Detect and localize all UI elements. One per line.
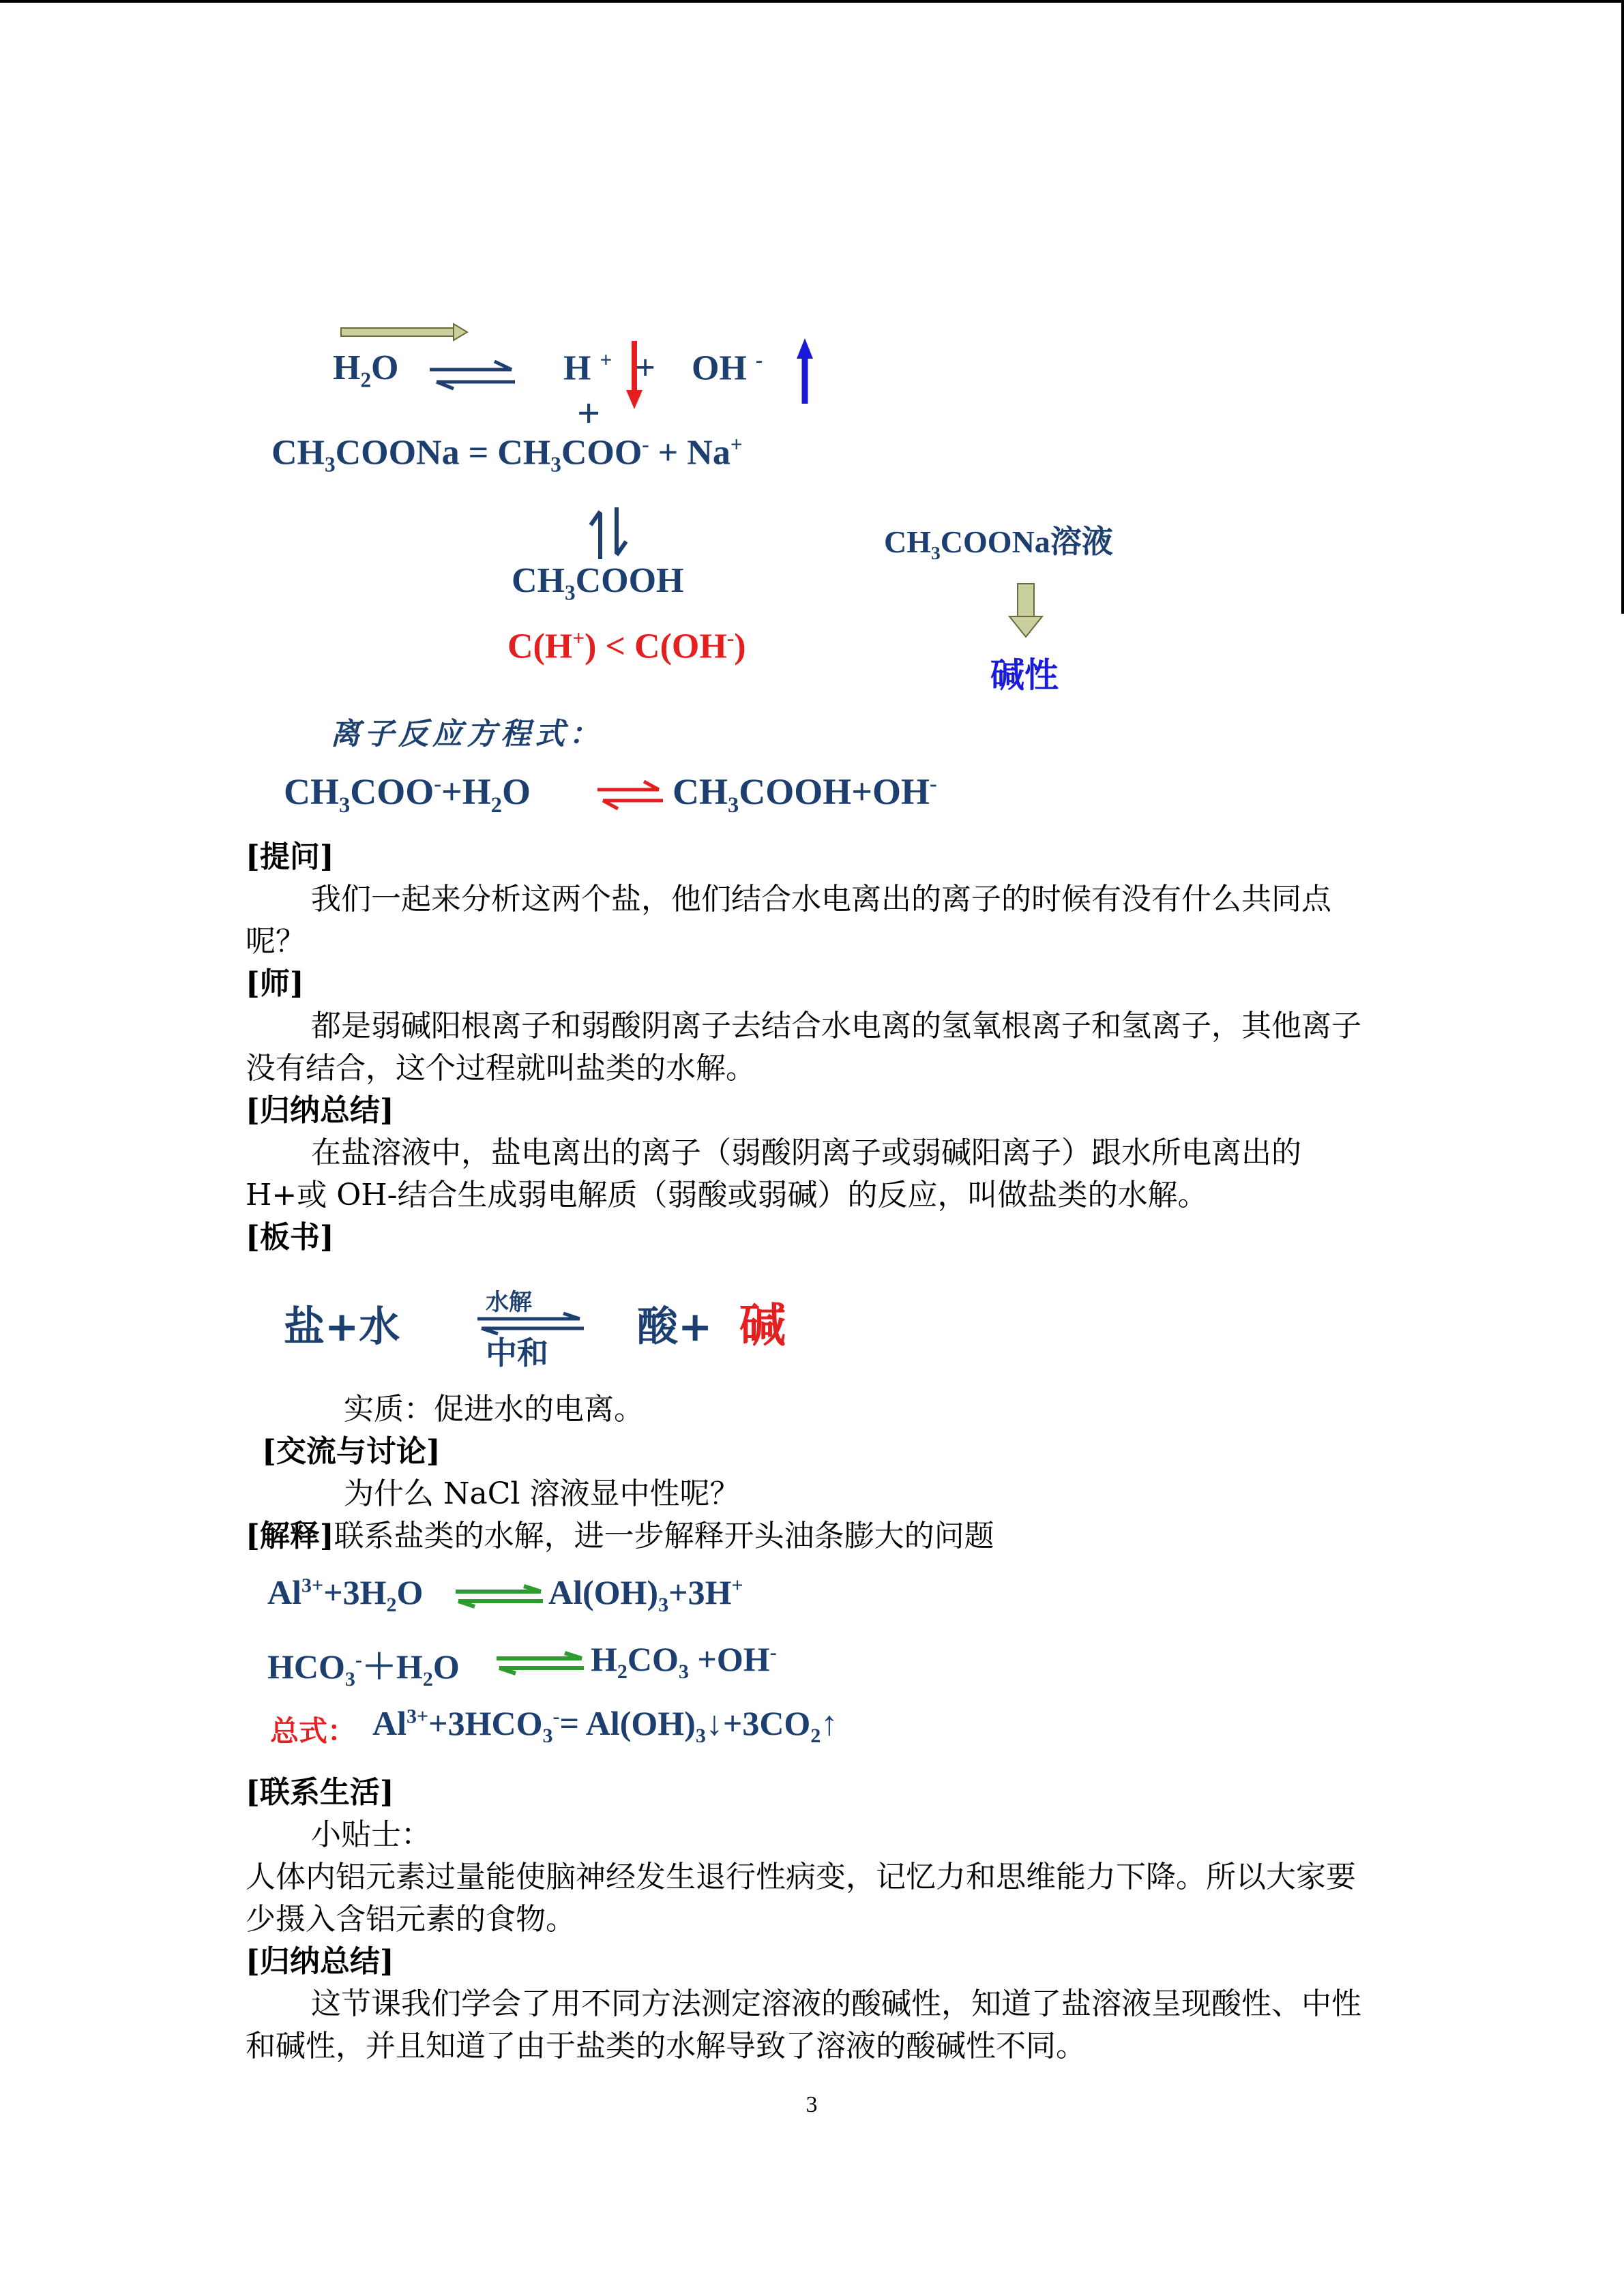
al-equilibrium-arrow-icon bbox=[456, 1586, 544, 1607]
water-formula: $H_2O$ bbox=[333, 348, 399, 392]
concentration-comparison: C(H+) < C(OH-) bbox=[507, 626, 746, 666]
question-heading: [提问] bbox=[246, 839, 334, 874]
salt-water: 盐+水 bbox=[284, 1303, 400, 1351]
equilibrium-arrow-icon bbox=[430, 361, 518, 389]
discussion-heading: [交流与讨论] bbox=[262, 1434, 441, 1469]
tip-label: 小贴士： bbox=[311, 1817, 431, 1852]
result-down-arrow-icon bbox=[1009, 584, 1044, 638]
summary-heading-1: [归纳总结] bbox=[246, 1093, 394, 1128]
bicarbonate-hydrolysis-rhs: $H_2CO_3 +OH^-$ bbox=[591, 1640, 777, 1683]
life-heading: [联系生活] bbox=[246, 1775, 394, 1810]
explanation-heading: [解释] bbox=[246, 1519, 334, 1553]
total-equation: $Al^{3+}+3HCO_3^-=$ $Al(OH)_3↓+3CO_2↑$ bbox=[372, 1704, 838, 1747]
total-equation-label: 总式： bbox=[270, 1714, 357, 1748]
base-label: 碱 bbox=[739, 1299, 786, 1353]
summary-text-2: 这节课我们学会了用不同方法测定溶液的酸碱性，知道了盐溶液呈现酸性、中性和碱性，并且知道了由于盐类的水解导致了溶液的酸碱性不同。 bbox=[246, 1986, 1361, 2063]
reaction-direction-arrow bbox=[341, 324, 477, 340]
right-border bbox=[1621, 0, 1624, 614]
question-text: 我们一起来分析这两个盐，他们结合水电离出的离子的时候有没有什么共同点呢？ bbox=[246, 882, 1331, 959]
plus-sign: + bbox=[577, 391, 601, 436]
hydrogen-ion: H + + bbox=[563, 348, 655, 388]
explanation-text: 联系盐类的水解，进一步解释开头油条膨大的问题 bbox=[334, 1519, 994, 1553]
page-number: 3 bbox=[806, 2092, 818, 2117]
explanation-line bbox=[246, 1515, 1364, 1557]
teacher-text: 都是弱碱阳根离子和弱酸阴离子去结合水电离的氢氧根离子和氢离子，其他离子没有结合，这个过程就叫盐类的水解。 bbox=[246, 1009, 1361, 1086]
ionic-equation-lhs: $CH_3COO^-+H_2O$ bbox=[284, 771, 531, 818]
sodium-acetate-dissociation: $CH_3COONa = CH_3COO^- + Na^+$ bbox=[271, 432, 743, 477]
hydrolysis-label: 水解 bbox=[486, 1289, 532, 1316]
acid-plus: 酸+ bbox=[637, 1303, 713, 1351]
essence-text: 实质：促进水的电离。 bbox=[344, 1392, 644, 1427]
ionic-equation-rhs: $CH_3COOH+OH^-$ bbox=[673, 771, 937, 818]
basic-result-label: 碱性 bbox=[990, 655, 1059, 695]
life-text: 人体内铝元素过量能使脑神经发生退行性病变，记忆力和思维能力下降。所以大家要少摄入含铝元素的食物。 bbox=[246, 1860, 1356, 1937]
vertical-equilibrium-icon bbox=[587, 506, 634, 561]
bicarbonate-equilibrium-arrow-icon bbox=[497, 1653, 585, 1673]
neutralization-label: 中和 bbox=[486, 1335, 548, 1371]
summary-heading-2: [归纳总结] bbox=[246, 1944, 394, 1979]
bicarbonate-hydrolysis-lhs: $HCO_3^-+H_2O$ bbox=[267, 1648, 460, 1690]
increase-arrow-icon bbox=[797, 338, 817, 406]
ionic-equilibrium-arrow-icon bbox=[597, 781, 666, 809]
hydroxide-ion: OH - bbox=[692, 348, 763, 388]
decrease-arrow-icon bbox=[626, 341, 647, 409]
teacher-heading: [师] bbox=[246, 966, 304, 1001]
board-heading: [板书] bbox=[246, 1220, 334, 1255]
solution-label: $CH_3COONa$溶液 bbox=[884, 524, 1113, 564]
summary-text-1: 在盐溶液中，盐电离出的离子（弱酸阴离子或弱碱阳离子）跟水所电离出的 H+或 OH-结合生成弱电解质（弱酸或弱碱）的反应，叫做盐类的水解。 bbox=[246, 1135, 1301, 1212]
discussion-text: 为什么 NaCl 溶液显中性呢？ bbox=[344, 1476, 740, 1511]
acetic-acid: $CH_3COOH$ bbox=[512, 561, 684, 605]
ionic-equation-title: 离子反应方程式： bbox=[330, 717, 603, 751]
top-border bbox=[0, 0, 1624, 3]
al-hydrolysis-lhs: $Al^{3+}+3H_2O$ bbox=[267, 1573, 424, 1616]
al-hydrolysis-rhs: $Al(OH)_3+3H^+$ bbox=[548, 1573, 743, 1616]
